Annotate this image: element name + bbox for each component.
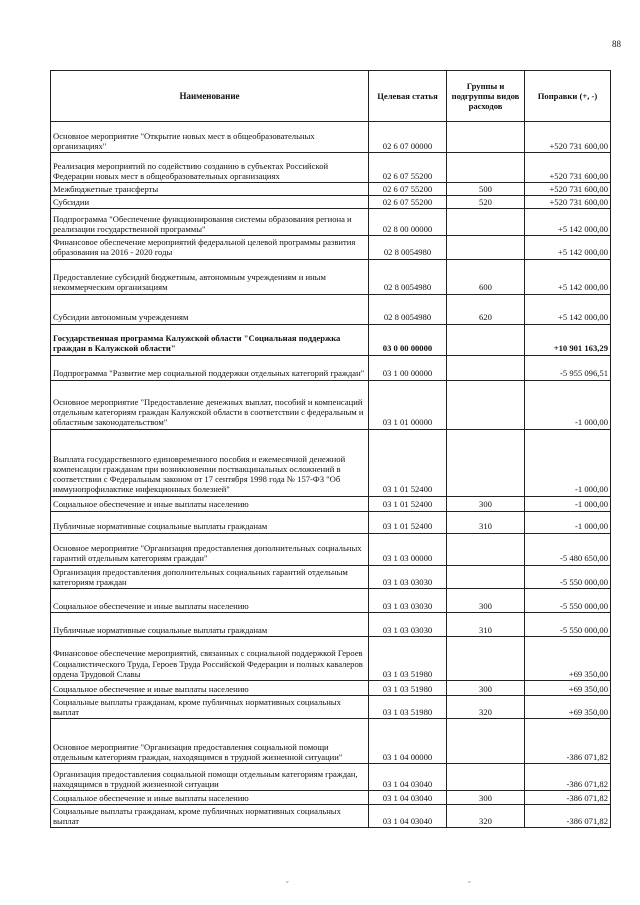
cell-code: 03 1 03 51980 — [369, 636, 447, 680]
cell-name: Межбюджетные трансферты — [51, 183, 369, 196]
cell-name: Социальные выплаты гражданам, кроме публичных нормативных социальных выплат — [51, 805, 369, 828]
cell-code: 03 1 03 51980 — [369, 680, 447, 695]
table-row — [51, 588, 611, 612]
table-row — [51, 324, 611, 355]
table-row — [51, 183, 611, 196]
cell-amount: -1 000,00 — [525, 496, 611, 511]
table-row — [51, 196, 611, 209]
cell-group — [447, 764, 525, 791]
cell-amount: -386 071,82 — [525, 719, 611, 764]
cell-group: 310 — [447, 511, 525, 533]
cell-code: 02 6 07 55200 — [369, 196, 447, 209]
cell-code: 03 1 01 52400 — [369, 511, 447, 533]
cell-name: Социальные выплаты гражданам, кроме публичных нормативных социальных выплат — [51, 695, 369, 718]
cell-amount: +5 142 000,00 — [525, 209, 611, 236]
cell-group — [447, 429, 525, 496]
table-body — [51, 122, 611, 828]
cell-code: 03 1 01 00000 — [369, 380, 447, 429]
cell-name: Основное мероприятие "Предоставление денежных выплат, пособий и компенсаций отдельным категориям граждан Калужской области в соответствии с федеральным и областным законодательством" — [51, 380, 369, 429]
cell-group — [447, 355, 525, 380]
cell-code: 02 8 0054980 — [369, 259, 447, 294]
cell-group: 300 — [447, 680, 525, 695]
cell-group: 300 — [447, 496, 525, 511]
cell-code: 03 1 00 00000 — [369, 355, 447, 380]
cell-group: 620 — [447, 294, 525, 324]
cell-name: Социальное обеспечение и иные выплаты населению — [51, 496, 369, 511]
cell-code: 03 1 03 00000 — [369, 533, 447, 565]
cell-code: 03 1 03 51980 — [369, 695, 447, 718]
table-row — [51, 355, 611, 380]
cell-amount: +69 350,00 — [525, 695, 611, 718]
cell-amount: -1 000,00 — [525, 511, 611, 533]
cell-code: 03 1 03 03030 — [369, 588, 447, 612]
cell-name: Финансовое обеспечение мероприятий, связанных с социальной поддержкой Героев Социалистического Труда, Героев Труда Российской Федерации и полных кавалеров ордена Трудовой Славы — [51, 636, 369, 680]
cell-amount: -1 000,00 — [525, 380, 611, 429]
cell-group — [447, 719, 525, 764]
cell-group: 320 — [447, 805, 525, 828]
cell-amount: -386 071,82 — [525, 791, 611, 805]
cell-group: 500 — [447, 183, 525, 196]
cell-amount: -5 955 096,51 — [525, 355, 611, 380]
cell-amount: +10 901 163,29 — [525, 324, 611, 355]
cell-group — [447, 565, 525, 588]
budget-amendments-table — [50, 70, 611, 828]
cell-code: 03 1 04 00000 — [369, 719, 447, 764]
cell-code: 02 6 07 00000 — [369, 122, 447, 153]
table-header-row — [51, 71, 611, 122]
cell-code: 03 0 00 00000 — [369, 324, 447, 355]
table-row — [51, 695, 611, 718]
cell-code: 03 1 01 52400 — [369, 429, 447, 496]
table-row — [51, 380, 611, 429]
footer-mark: ˇ — [286, 880, 289, 889]
table-row — [51, 791, 611, 805]
table-row — [51, 429, 611, 496]
table-row — [51, 122, 611, 153]
cell-code: 03 1 03 03030 — [369, 612, 447, 636]
cell-amount: -1 000,00 — [525, 429, 611, 496]
header-group: Группы и подгруппы видов расходов — [447, 71, 525, 122]
cell-group: 300 — [447, 791, 525, 805]
cell-code: 03 1 04 03040 — [369, 764, 447, 791]
cell-group — [447, 533, 525, 565]
header-code: Целевая статья — [369, 71, 447, 122]
table-row — [51, 612, 611, 636]
cell-name: Реализация мероприятий по содействию созданию в субъектах Российской Федерации новых мест в общеобразовательных организациях — [51, 153, 369, 183]
table-row — [51, 533, 611, 565]
cell-group — [447, 636, 525, 680]
cell-code: 03 1 04 03040 — [369, 805, 447, 828]
cell-name: Организация предоставления дополнительных социальных гарантий отдельным категориям граждан — [51, 565, 369, 588]
table-row — [51, 153, 611, 183]
cell-name: Подпрограмма "Обеспечение функционирования системы образования региона и реализации государственной программы" — [51, 209, 369, 236]
cell-group — [447, 153, 525, 183]
cell-group — [447, 122, 525, 153]
cell-code: 03 1 01 52400 — [369, 496, 447, 511]
table-row — [51, 259, 611, 294]
cell-name: Социальное обеспечение и иные выплаты населению — [51, 588, 369, 612]
cell-code: 02 8 0054980 — [369, 236, 447, 259]
cell-name: Предоставление субсидий бюджетным, автономным учреждениям и иным некоммерческим организациям — [51, 259, 369, 294]
cell-group — [447, 209, 525, 236]
cell-name: Финансовое обеспечение мероприятий федеральной целевой программы развития образования на 2016 - 2020 годы — [51, 236, 369, 259]
table-row — [51, 511, 611, 533]
table-row — [51, 209, 611, 236]
cell-name: Государственная программа Калужской области "Социальная поддержка граждан в Калужской области" — [51, 324, 369, 355]
cell-group: 520 — [447, 196, 525, 209]
cell-code: 02 6 07 55200 — [369, 183, 447, 196]
cell-name: Субсидии — [51, 196, 369, 209]
cell-group: 600 — [447, 259, 525, 294]
header-name: Наименование — [51, 71, 369, 122]
cell-group — [447, 324, 525, 355]
cell-group: 310 — [447, 612, 525, 636]
table-row — [51, 496, 611, 511]
cell-name: Социальное обеспечение и иные выплаты населению — [51, 680, 369, 695]
page-number: 88 — [612, 39, 621, 49]
cell-name: Публичные нормативные социальные выплаты гражданам — [51, 612, 369, 636]
cell-name: Основное мероприятие "Организация предоставления социальной помощи отдельным категориям граждан, находящимся в трудной жизненной ситуации" — [51, 719, 369, 764]
cell-amount: -386 071,82 — [525, 805, 611, 828]
table-row — [51, 719, 611, 764]
cell-group — [447, 380, 525, 429]
table-row — [51, 636, 611, 680]
cell-amount: -5 550 000,00 — [525, 565, 611, 588]
cell-name: Организация предоставления социальной помощи отдельным категориям граждан, находящимся в трудной жизненной ситуации — [51, 764, 369, 791]
cell-amount: +5 142 000,00 — [525, 236, 611, 259]
table-row — [51, 805, 611, 828]
cell-code: 02 8 00 00000 — [369, 209, 447, 236]
cell-amount: +520 731 600,00 — [525, 183, 611, 196]
cell-group: 320 — [447, 695, 525, 718]
table-row — [51, 236, 611, 259]
table-row — [51, 565, 611, 588]
cell-name: Социальное обеспечение и иные выплаты населению — [51, 791, 369, 805]
cell-name: Основное мероприятие "Организация предоставления дополнительных социальных гарантий отдельным категориям граждан" — [51, 533, 369, 565]
cell-amount: -386 071,82 — [525, 764, 611, 791]
cell-code: 03 1 04 03040 — [369, 791, 447, 805]
cell-code: 02 8 0054980 — [369, 294, 447, 324]
cell-amount: +5 142 000,00 — [525, 259, 611, 294]
cell-amount: +520 731 600,00 — [525, 153, 611, 183]
cell-amount: -5 480 650,00 — [525, 533, 611, 565]
cell-amount: +520 731 600,00 — [525, 122, 611, 153]
table-row — [51, 680, 611, 695]
cell-amount: +69 350,00 — [525, 636, 611, 680]
header-amount: Поправки (+, -) — [525, 71, 611, 122]
cell-code: 03 1 03 03030 — [369, 565, 447, 588]
cell-group: 300 — [447, 588, 525, 612]
cell-amount: +520 731 600,00 — [525, 196, 611, 209]
cell-group — [447, 236, 525, 259]
cell-name: Подпрограмма "Развитие мер социальной поддержки отдельных категорий граждан" — [51, 355, 369, 380]
table-row — [51, 294, 611, 324]
cell-amount: -5 550 000,00 — [525, 612, 611, 636]
cell-code: 02 6 07 55200 — [369, 153, 447, 183]
cell-name: Субсидии автономным учреждениям — [51, 294, 369, 324]
table-row — [51, 764, 611, 791]
cell-amount: +5 142 000,00 — [525, 294, 611, 324]
cell-name: Публичные нормативные социальные выплаты гражданам — [51, 511, 369, 533]
cell-amount: +69 350,00 — [525, 680, 611, 695]
footer-mark: ˇ — [468, 880, 471, 889]
cell-amount: -5 550 000,00 — [525, 588, 611, 612]
cell-name: Основное мероприятие "Открытие новых мест в общеобразовательных организациях" — [51, 122, 369, 153]
cell-name: Выплата государственного единовременного пособия и ежемесячной денежной компенсации гражданам при возникновении поствакцинальных осложнений в соответствии с Федеральным законом от 17 сентября 1998 года № 157-ФЗ "Об иммунопрофилактике инфекционных болезней" — [51, 429, 369, 496]
